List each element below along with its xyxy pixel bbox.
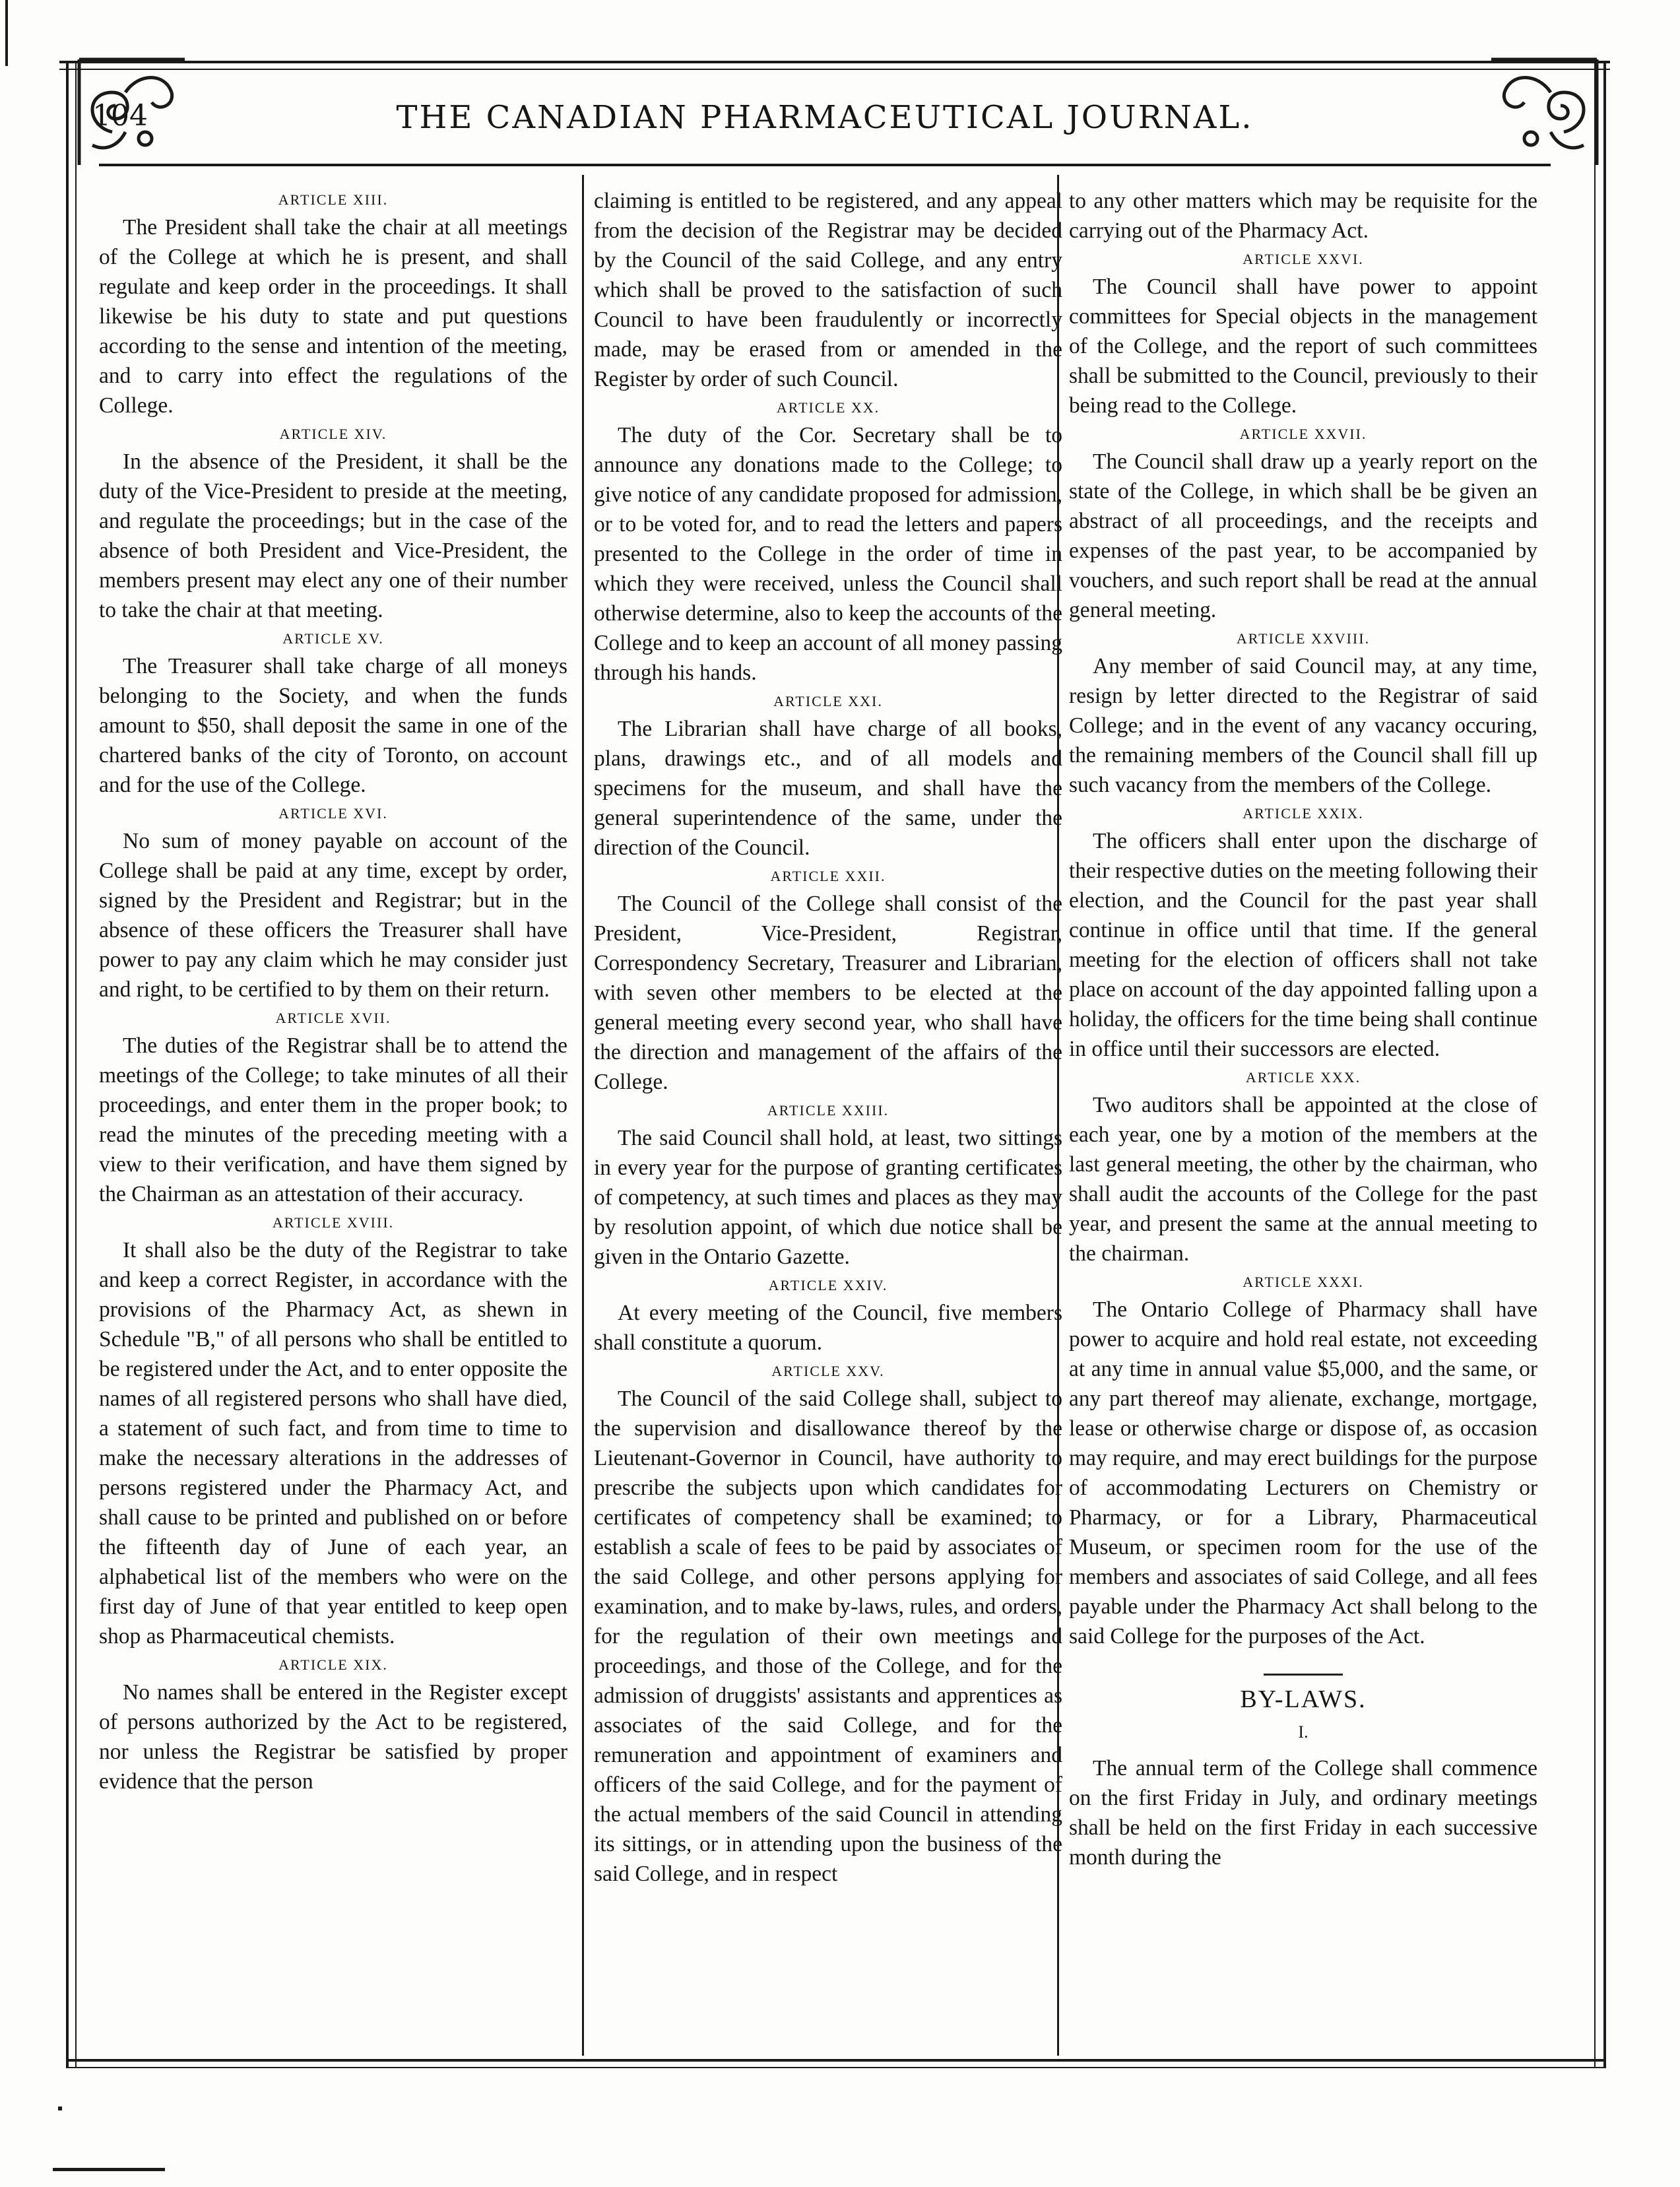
article-body: The Ontario College of Pharmacy shall have power to acquire and hold real estate, not exceeding at any time in annual value $5,000, and the same, or any part thereof may alienate, exchange, mortgage, lease or otherwise charge or dispose of, as occasion may require, and may erect buildings for the purpose of accommodating Lecturers on Chemistry or Pharmacy, or for a Library, Pharmaceutical Museum, or specimen room for the use of the members and associates of said College, and all fees payable under the Pharmacy Act shall belong to the said College for the purposes of the Act. xyxy=(1069,1297,1537,1648)
running-title: THE CANADIAN PHARMACEUTICAL JOURNAL. xyxy=(396,99,1254,136)
column-2 xyxy=(594,186,1062,1889)
article-xxvi xyxy=(1069,247,1537,420)
article-heading: ARTICLE XXV. xyxy=(771,1363,885,1379)
article-heading: ARTICLE XXX. xyxy=(1245,1069,1361,1086)
article-heading: ARTICLE XXVII. xyxy=(1239,426,1367,442)
frame-right-rule xyxy=(1603,61,1606,2067)
article-xxiii xyxy=(594,1098,1062,1272)
article-body: The Council of the said College shall, subject to the supervision and disallowance thereof by the Lieutenant-Governor in Council, have authority to prescribe the subjects upon which candidates for certificates of competency shall be examined; to establish a scale of fees to be paid by associates of the said College, and other persons applying for examination, and to make by-laws, rules, and orders, for the regulation of their own meetings and proceedings, and those of the College, and for the admission of druggists' assistants and apprentices as associates of the said College, and for the remuneration and appointment of examiners and officers of the said College, and for the payment of the actual members of the said Council in attending its sittings, or in attending upon the business of the said College, and in respect xyxy=(594,1387,1062,1886)
article-xv xyxy=(99,626,567,800)
article-body: The President shall take the chair at all meetings of the College at which he is present, and shall regulate and keep order in the proceedings. It shall likewise be his duty to state and put questions according to the sense and intention of the meeting, and to carry into effect the regulations of the College. xyxy=(99,215,567,418)
footer-dot xyxy=(58,2106,62,2110)
frame-left-rule-inner xyxy=(75,61,77,2067)
footer-rule xyxy=(53,2168,165,2171)
article-body: The said Council shall hold, at least, two sittings in every year for the purpose of granting certificates of competency, at such times and places as they may by resolution appoint, of which due notice shall be given in the Ontario Gazette. xyxy=(594,1126,1062,1269)
article-xvii xyxy=(99,1006,567,1209)
article-heading: ARTICLE XXVIII. xyxy=(1236,630,1371,647)
bylaws-rule xyxy=(1264,1674,1343,1676)
article-heading: ARTICLE XXII. xyxy=(770,868,886,884)
article-xvi xyxy=(99,801,567,1004)
column-1 xyxy=(99,186,567,1796)
scroll-ornament-icon xyxy=(1478,40,1610,172)
article-heading: ARTICLE XV. xyxy=(282,630,384,647)
article-xiii xyxy=(99,187,567,420)
article-heading: ARTICLE XVII. xyxy=(275,1010,391,1026)
article-heading: ARTICLE XXIII. xyxy=(767,1102,889,1119)
article-body: The officers shall enter upon the discharge of their respective duties on the meeting following their election, and the Council for the past year shall continue in office until that time. If the general meeting for the election of officers shall not take place on account of the day appointed falling upon a holiday, the officers for the time being shall continue in office until their successors are elected. xyxy=(1069,829,1537,1061)
article-body: In the absence of the President, it shall be the duty of the Vice-President to preside at the meeting, and regulate the proceedings; but in the case of the absence of both President and Vice-President, the members present may elect any one of their number to take the chair at that meeting. xyxy=(99,449,567,622)
article-xxviii xyxy=(1069,626,1537,800)
article-heading: ARTICLE XX. xyxy=(776,399,880,416)
article-xxv-continued xyxy=(1069,186,1537,245)
article-body: claiming is entitled to be registered, and any appeal from the decision of the Registrar may be decided by the Council of the said College, and any entry which shall be proved to the satisfaction of such Council to have been fraudulently or incorrectly made, may be erased from or amended in the Register by order of such Council. xyxy=(594,189,1062,391)
article-body: Two auditors shall be appointed at the close of each year, one by a motion of the members at the last general meeting, the other by the chairman, who shall audit the accounts of the College for the past year, and present the same at the annual meeting to the chairman. xyxy=(1069,1093,1537,1266)
bylaws-body: The annual term of the College shall commence on the first Friday in July, and ordinary meetings shall be held on the first Friday in each successive month during the xyxy=(1069,1756,1537,1870)
frame-header-rule xyxy=(99,164,1551,166)
article-body: No sum of money payable on account of the College shall be paid at any time, except by order, signed by the President and Registrar; but in the absence of these officers the Treasurer shall have power to pay any claim which he may consider just and right, to be certified to by them on their return. xyxy=(99,829,567,1002)
article-heading: ARTICLE XXIX. xyxy=(1243,805,1364,822)
frame-bottom-rule-inner xyxy=(66,2067,1606,2068)
column-divider-1 xyxy=(582,175,584,2056)
bylaws-number: I. xyxy=(1298,1722,1308,1742)
article-body: The Treasurer shall take charge of all moneys belonging to the Society, and when the funds amount to $50, shall deposit the same in one of the chartered banks of the city of Toronto, on account and for the use of the College. xyxy=(99,654,567,797)
article-xix xyxy=(99,1652,567,1796)
article-body: The duties of the Registrar shall be to attend the meetings of the College; to take minutes of all their proceedings, and enter them in the proper book; to read the minutes of the preceding meeting with a view to their verification, and have them signed by the Chairman as an attestation of their accuracy. xyxy=(99,1033,567,1206)
article-heading: ARTICLE XVIII. xyxy=(272,1214,395,1231)
article-body: At every meeting of the Council, five members shall constitute a quorum. xyxy=(594,1301,1062,1355)
article-heading: ARTICLE XIII. xyxy=(278,191,389,208)
article-heading: ARTICLE XVI. xyxy=(278,805,388,822)
article-heading: ARTICLE XXI. xyxy=(773,693,883,709)
article-xxiv xyxy=(594,1273,1062,1357)
article-body: It shall also be the duty of the Registrar to take and keep a correct Register, in accordance with the provisions of the Pharmacy Act, as shewn in Schedule "B," of all persons who shall be entitled to be registered under the Act, and to enter opposite the names of all registered persons who shall have died, a statement of such fact, and from time to time to make the necessary alterations in the addresses of persons registered under the Pharmacy Act, and shall cause to be printed and published on or before the fifteenth day of June of each year, an alphabetical list of the members who were on the first day of June of that year entitled to keep open shop as Pharmaceutical chemists. xyxy=(99,1238,567,1648)
article-body: The Council shall have power to appoint committees for Special objects in the management of the College, and the report of such committees shall be submitted to the Council, previously to their being read to the College. xyxy=(1069,275,1537,418)
article-xviii xyxy=(99,1210,567,1651)
article-body: The Council of the College shall consist of the President, Vice-President, Registrar, Correspondency Secretary, Treasurer and Librarian, with seven other members to be elected at the general meeting every second year, who shall have the direction and management of the affairs of the College. xyxy=(594,892,1062,1094)
frame-top-rule xyxy=(59,61,1610,63)
article-xxii xyxy=(594,864,1062,1097)
article-body: The Librarian shall have charge of all books, plans, drawings etc., and of all models and specimens for the museum, and shall have the general superintendence of the same, under the direction of the Council. xyxy=(594,717,1062,860)
article-xxvii xyxy=(1069,422,1537,625)
article-body: Any member of said Council may, at any time, resign by letter directed to the Registrar of said College; and in the event of any vacancy occuring, the remaining members of the Council shall fill up such vacancy from the members of the College. xyxy=(1069,654,1537,797)
frame-left-rule xyxy=(66,61,69,2067)
article-heading: ARTICLE XXXI. xyxy=(1243,1274,1364,1290)
article-body: The duty of the Cor. Secretary shall be to announce any donations made to the College; to give notice of any candidate proposed for admission, or to be voted for, and to read the letters and papers presented to the College in the order of time in which they were received, unless the Council shall otherwise determine, also to keep the accounts of the College and to keep an account of all money passing through his hands. xyxy=(594,423,1062,685)
scan-edge-mark xyxy=(5,0,8,66)
article-body: No names shall be entered in the Register except of persons authorized by the Act to be registered, nor unless the Registrar be satisfied by proper evidence that the person xyxy=(99,1680,567,1794)
article-xxv xyxy=(594,1359,1062,1889)
article-heading: ARTICLE XIX. xyxy=(278,1656,388,1673)
article-xxxi xyxy=(1069,1270,1537,1651)
article-xxx xyxy=(1069,1065,1537,1268)
frame-top-rule-inner xyxy=(59,69,1610,70)
article-heading: ARTICLE XXIV. xyxy=(768,1277,888,1293)
article-body: The Council shall draw up a yearly report on the state of the College, in which shall be be given an abstract of all proceedings, and the receipts and expenses of the past year, to be accompanied by vouchers, and such report shall be read at the annual general meeting. xyxy=(1069,449,1537,622)
article-xxix xyxy=(1069,801,1537,1064)
article-heading: ARTICLE XIV. xyxy=(279,426,387,442)
article-xix-continued xyxy=(594,186,1062,394)
article-xxi xyxy=(594,689,1062,863)
article-heading: ARTICLE XXVI. xyxy=(1243,251,1364,267)
bylaws-title: BY-LAWS. xyxy=(1240,1685,1367,1713)
article-xiv xyxy=(99,422,567,625)
article-body: to any other matters which may be requisite for the carrying out of the Pharmacy Act. xyxy=(1069,189,1537,243)
page-number: 104 xyxy=(92,99,148,133)
frame-bottom-rule xyxy=(66,2059,1606,2062)
column-3 xyxy=(1069,186,1537,1872)
frame-right-rule-inner xyxy=(1594,61,1596,2067)
article-xx xyxy=(594,395,1062,688)
